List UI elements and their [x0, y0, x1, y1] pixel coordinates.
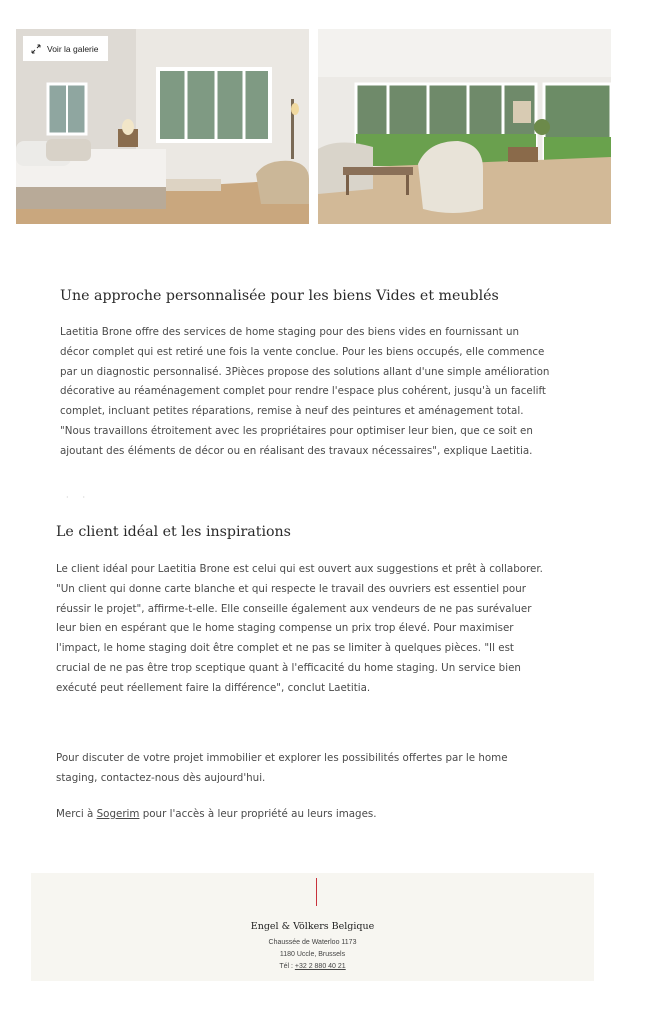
view-gallery-label: Voir la galerie — [47, 43, 99, 54]
thanks-prefix: Merci à — [56, 808, 97, 820]
photo-gallery — [16, 29, 611, 224]
footer-divider — [316, 878, 317, 906]
section-client-text: Le client idéal pour Laetitia Brone est celui qui est ouvert aux suggestions et prêt à collaborer. "Un client qui donne carte blanche et qui respecte le travail des ouvriers est essentiel pour réussir le projet", affirme-t-elle. Elle conseille également aux vendeurs de ne pas surévaluer leur bien en espérant que le home staging compense un prix trop élevé. Pour maximiser l'impact, le home staging doit être complet et ne pas se limiter à quelques pièces. "Il est crucial de ne pas être trop sceptique quant à l'efficacité du home staging. Un service bien exécuté peut réellement faire la différence", conclut Laetitia. — [56, 563, 543, 694]
living-room-photo[interactable] — [318, 29, 611, 224]
section-approach-text: Laetitia Brone offre des services de home staging pour des biens vides en fournissant un décor complet qui est retiré une fois la vente conclue. Pour les biens occupés, elle commence par un diagnostic personnalisé. 3Pièces propose des solutions allant d'une simple amélioration décorative au réaménagement complet pour rendre l'espace plus cohérent, jusqu'à un facelift complet, incluant petites réparations, remise à neuf des peintures et aménagement total. "Nous travaillons étroitement avec les propriétaires pour optimiser leur bien, que ce soit en ajoutant des éléments de décor ou en réalisant des travaux nécessaires", explique Laetitia. — [60, 326, 550, 457]
section-client-title: Le client idéal et les inspirations — [56, 524, 291, 540]
view-gallery-button[interactable] — [23, 36, 108, 61]
thanks-suffix: pour l'accès à leur propriété au leurs images. — [139, 808, 377, 820]
footer-brand: Engel & Völkers Belgique — [250, 921, 375, 932]
footer-address-line2: 1180 Uccle, Brussels — [279, 951, 346, 958]
footer-phone-line — [31, 963, 594, 970]
footer-phone-label: Tél : — [279, 963, 295, 970]
footer — [31, 873, 594, 981]
sogerim-link[interactable]: Sogerim — [96, 808, 140, 820]
contact-text: Pour discuter de votre projet immobilier et explorer les possibilités offertes par le home staging, contactez-nous dès aujourd'hui. — [56, 752, 508, 784]
expand-icon — [31, 44, 41, 54]
living-room-photo-image — [318, 29, 611, 224]
bedroom-photo[interactable] — [16, 29, 309, 224]
footer-phone-link[interactable]: +32 2 880 40 21 — [294, 963, 346, 970]
separator-dots: ·· — [66, 493, 100, 502]
thanks-text — [56, 805, 526, 825]
section-approach-title: Une approche personnalisée pour les biens Vides et meublés — [60, 288, 499, 304]
footer-address-line1: Chaussée de Waterloo 1173 — [268, 939, 357, 946]
